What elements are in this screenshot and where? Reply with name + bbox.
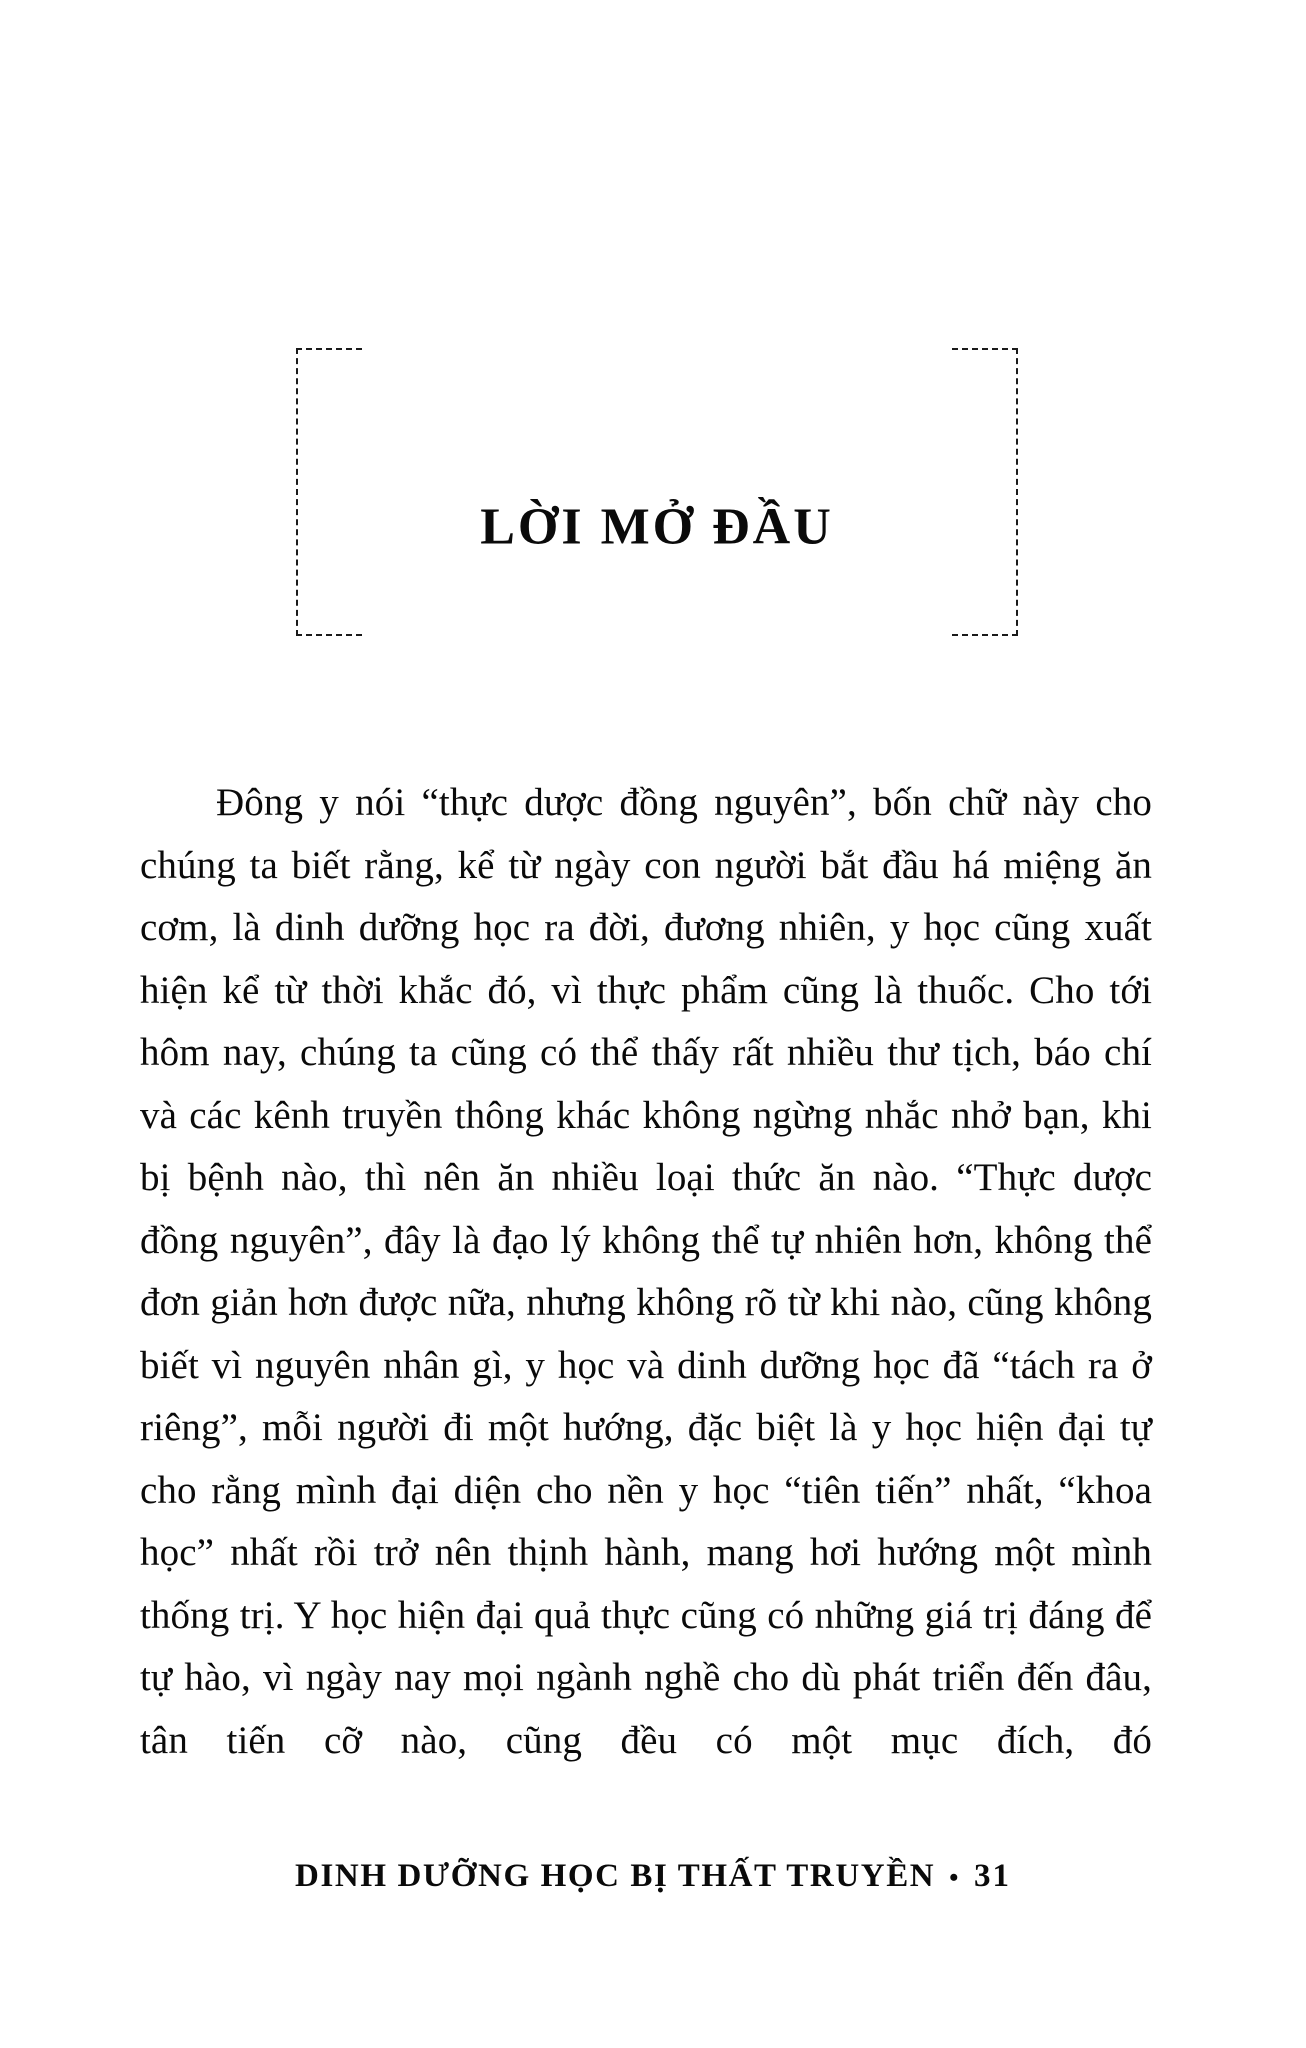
body-paragraph: Đông y nói “thực dược đồng nguyên”, bốn chữ này cho chúng ta biết rằng, kể từ ngày con người bắt đầu há miệng ăn cơm, là dinh dưỡng học ra đời, đương nhiên, y học cũng xuất hiện kể từ thời khắc đó, vì thực phẩm cũng là thuốc. Cho tới hôm nay, chúng ta cũng có thể thấy rất nhiều thư tịch, báo chí và các kênh truyền thông khác không ngừng nhắc nhở bạn, khi bị bệnh nào, thì nên ăn nhiều loại thức ăn nào. “Thực dược đồng nguyên”, đây là đạo lý không thể tự nhiên hơn, không thể đơn giản hơn được nữa, nhưng không rõ từ khi nào, cũng không biết vì nguyên nhân gì, y học và dinh dưỡng học đã “tách ra ở riêng”, mỗi người đi một hướng, đặc biệt là y học hiện đại tự cho rằng mình đại diện cho nền y học “tiên tiến” nhất, “khoa học” nhất rồi trở nên thịnh hành, mang hơi hướng một mình thống trị. Y học hiện đại quả thực cũng có những giá trị đáng để tự hào, vì ngày nay mọi ngành nghề cho dù phát triển đến đâu, tân tiến cỡ nào, cũng đều có một mục đích, đó	[140, 781, 1152, 1762]
chapter-heading-block	[296, 348, 1018, 636]
running-footer	[0, 1858, 1306, 1895]
page-number: 31	[973, 1858, 1011, 1894]
right-bracket-ornament	[952, 348, 1018, 636]
chapter-title: LỜI MỞ ĐẦU	[480, 498, 834, 556]
left-bracket-ornament	[296, 348, 362, 636]
footer-separator-dot-icon: •	[949, 1863, 960, 1893]
body-text-block	[140, 772, 1152, 1835]
footer-book-title: DINH DƯỠNG HỌC BỊ THẤT TRUYỀN	[295, 1858, 936, 1894]
